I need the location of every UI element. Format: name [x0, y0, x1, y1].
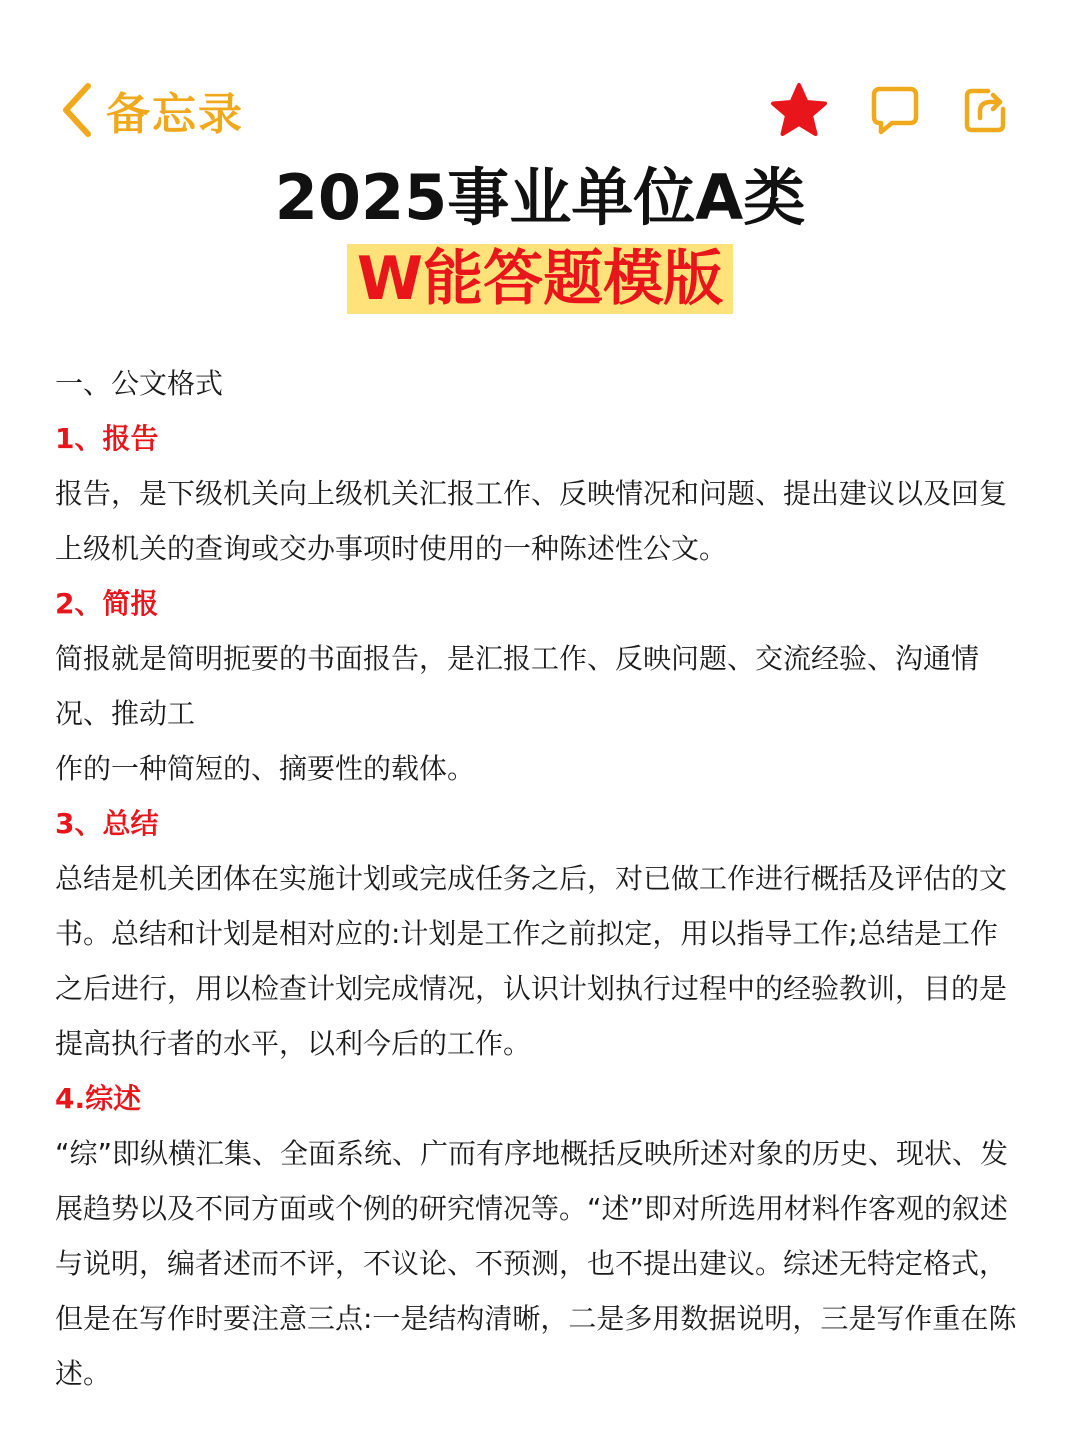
star-icon[interactable]	[770, 82, 828, 138]
chevron-left-icon	[60, 82, 94, 138]
section-review	[55, 1071, 1025, 1401]
item-heading: 3、总结	[55, 807, 159, 840]
item-body: 报告，是下级机关向上级机关汇报工作、反映情况和问题、提出建议以及回复上级机关的查询或交办事项时使用的一种陈述性公文。	[55, 477, 1008, 565]
subtitle-wrapper	[0, 244, 1080, 314]
page-subtitle: W能答题模版	[347, 244, 733, 314]
section-summary	[55, 796, 1025, 1071]
item-body: 简报就是简明扼要的书面报告，是汇报工作、反映问题、交流经验、沟通情况、推动工	[55, 642, 980, 730]
item-body: “综”即纵横汇集、全面系统、广而有序地概括反映所述对象的历史、现状、发展趋势以及不同方面或个例的研究情况等。“述”即对所选用材料作客观的叙述与说明，编者述而不评，不议论、不预测，也不提出建议。综述无特定格式，但是在写作时要注意三点:一是结构清晰，二是多用数据说明，三是写作重在陈述。	[55, 1137, 1017, 1390]
item-heading: 4.综述	[55, 1082, 142, 1115]
item-heading: 2、简报	[55, 587, 159, 620]
section-title: 一、公文格式	[55, 367, 224, 400]
share-icon[interactable]	[962, 85, 1010, 135]
toolbar-actions	[770, 82, 1010, 138]
item-heading: 1、报告	[55, 422, 159, 455]
section-report	[55, 411, 1025, 576]
page-title: 2025事业单位A类	[274, 161, 806, 234]
section-briefing	[55, 576, 1025, 796]
top-navigation-bar	[0, 72, 1080, 148]
note-content	[55, 356, 1025, 1401]
back-button[interactable]	[60, 78, 244, 142]
item-body: 作的一种简短的、摘要性的载体。	[55, 752, 476, 785]
comment-icon[interactable]	[870, 84, 920, 136]
item-body: 总结是机关团体在实施计划或完成任务之后，对已做工作进行概括及评估的文书。总结和计划是相对应的:计划是工作之前拟定，用以指导工作;总结是工作之后进行，用以检查计划完成情况，认识计划执行过程中的经验教训，目的是提高执行者的水平，以利今后的工作。	[55, 862, 1008, 1060]
back-label: 备忘录	[106, 89, 244, 140]
